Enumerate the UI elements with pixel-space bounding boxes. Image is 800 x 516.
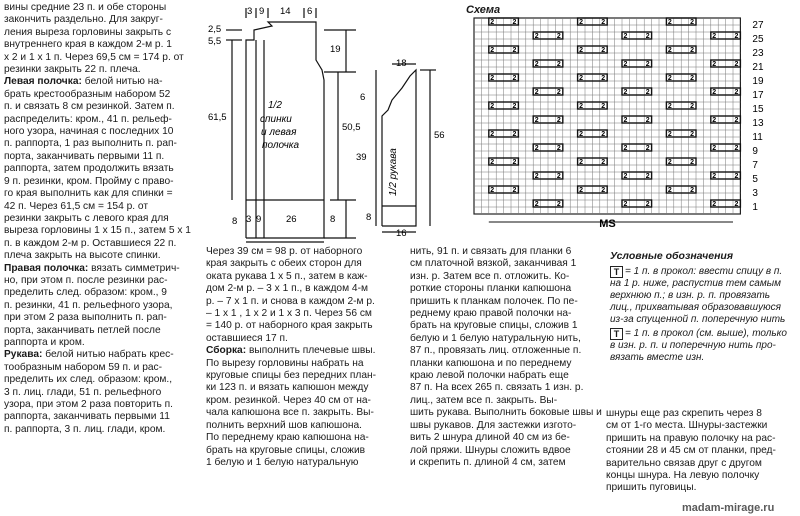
text-line: кром. резинкой. Через 40 см от на- — [206, 394, 371, 406]
chart-cell-label: 2 — [712, 173, 717, 181]
chart-cell-label: 2 — [490, 75, 495, 83]
text-line: оставшиеся 17 п. — [206, 332, 288, 344]
text-line: и скрепить п. длиной 4 см, затем — [410, 456, 566, 468]
text-line: раппорта, затем продолжить вязать — [4, 163, 174, 175]
chart-cell-label: 2 — [601, 131, 606, 139]
svg-text:6: 6 — [307, 6, 313, 17]
text-line: распределить: кром., 41 п. рельеф- — [4, 113, 172, 125]
chart-cell-label: 2 — [512, 47, 517, 55]
chart-cell-label: 2 — [579, 75, 584, 83]
chart-cell-label: 2 — [512, 75, 517, 83]
chart-cell-label: 2 — [690, 47, 695, 55]
svg-text:8: 8 — [366, 212, 372, 223]
text-line: п. раппорта, 1 раз выполнить п. рап- — [4, 138, 177, 150]
chart-cell-label: 2 — [601, 47, 606, 55]
chart-cell-label: 2 — [712, 61, 717, 69]
text-line: шнуры еще раз скрепить через 8 — [606, 408, 762, 419]
text-line: Левая полочка: белой нитью на- — [4, 76, 163, 88]
row-number: 27 — [752, 20, 764, 31]
chart-cell-label: 2 — [556, 33, 561, 41]
svg-text:18: 18 — [396, 58, 407, 69]
chart-cell-label: 2 — [690, 159, 695, 167]
chart-cell-label: 2 — [512, 131, 517, 139]
text-line: роткие стороны планки капюшона — [410, 283, 572, 295]
text-line: х 2 и 1 х 1 п. Через 69,5 см = 174 р. от — [4, 51, 184, 63]
chart-cell-label: 2 — [667, 159, 672, 167]
chart-cell-label: 2 — [534, 33, 539, 41]
chart-cell-label: 2 — [667, 19, 672, 27]
row-number: 23 — [752, 48, 764, 59]
svg-text:9: 9 — [259, 6, 265, 17]
chart-cell-label: 2 — [645, 173, 650, 181]
chart-cell-label: 2 — [512, 159, 517, 167]
svg-text:16: 16 — [396, 228, 407, 236]
text-line: при этом 2 раза выполнить п. рап- — [4, 312, 167, 324]
row-number: 19 — [752, 76, 764, 87]
row-number: 15 — [752, 104, 764, 115]
chart-cell-label: 2 — [601, 103, 606, 111]
chart-cell-label: 2 — [667, 103, 672, 111]
text-line: нить, 91 п. и связать для планки 6 — [410, 246, 572, 257]
text-line: пришить пуговицы. — [606, 482, 697, 494]
chart-cell-label: 2 — [556, 201, 561, 209]
text-line: п. раппорта, 3 п. лиц. глади, кром. — [4, 423, 166, 435]
chart-cell-label: 2 — [623, 89, 628, 97]
instructions-column-2 — [206, 246, 404, 514]
chart-cell-label: 2 — [623, 201, 628, 209]
text-line: порта, заканчивать петлей после — [4, 324, 161, 336]
chart-cell-label: 2 — [534, 173, 539, 181]
text-line: полнить верхний шов капюшона. — [206, 419, 363, 431]
chart-cell-label: 2 — [734, 89, 739, 97]
back-label-3: и левая — [261, 127, 297, 138]
text-line: брать крестообразным набором 52 — [4, 88, 171, 100]
chart-cell-label: 2 — [734, 145, 739, 153]
chart-cell-label: 2 — [690, 103, 695, 111]
text-line: реднему краю правой полочки на- — [410, 308, 572, 320]
text-line: тообразным набором 59 п. и рас- — [4, 361, 163, 373]
chart-cell-label: 2 — [667, 47, 672, 55]
chart-cell-label: 2 — [734, 173, 739, 181]
chart-cell-label: 2 — [645, 117, 650, 125]
chart-cell-label: 2 — [690, 19, 695, 27]
chart-cell-label: 2 — [734, 117, 739, 125]
text-line: раппорта и кром. — [4, 336, 85, 348]
text-line: чала капюшона все п. закрыть. Вы- — [206, 407, 374, 419]
chart-cell-label: 2 — [645, 201, 650, 209]
text-line: дом 2-м р. – 3 х 1 п., в каждом 4-м — [206, 283, 368, 295]
text-line: 87 п., провязать лиц. отложенные п. — [410, 345, 582, 357]
text-line: белую и 1 белую натуральную нить, — [410, 332, 581, 344]
text-line: лиц., затем все п. закрыть. Вы- — [410, 394, 558, 406]
text-line: швы рукавов. Для застежки изгото- — [410, 419, 577, 431]
text-line: Через 39 см = 98 р. от наборного — [206, 246, 363, 257]
row-number: 3 — [752, 188, 758, 199]
chart-cell-label: 2 — [534, 201, 539, 209]
text-line: р. – 7 х 1 п. и снова в каждом 2-м р. — [206, 295, 375, 307]
text-line: резинки закрыть 22 п. плеча. — [4, 64, 141, 76]
chart-cell-label: 2 — [556, 145, 561, 153]
text-line: п. в каждом 2-м р. Оставшиеся 22 п. — [4, 237, 177, 249]
text-line: 1 белую и 1 белую натуральную — [206, 456, 359, 468]
text-line: планки капюшона и по переднему — [410, 357, 572, 369]
chart-cell-label: 2 — [712, 117, 717, 125]
chart-cell-label: 2 — [534, 89, 539, 97]
svg-text:5,5: 5,5 — [208, 36, 222, 47]
row-number: 9 — [752, 146, 758, 157]
svg-text:9: 9 — [256, 214, 262, 225]
chart-cell-label: 2 — [734, 201, 739, 209]
chart-cell-label: 2 — [712, 145, 717, 153]
svg-text:3: 3 — [246, 214, 252, 225]
chart-cell-label: 2 — [734, 33, 739, 41]
chart-cell-label: 2 — [490, 131, 495, 139]
chart-cell-label: 2 — [512, 187, 517, 195]
chart-cell-label: 2 — [645, 89, 650, 97]
chart-cell-label: 2 — [490, 159, 495, 167]
text-line: брать на круговые спицы, сложив 1 — [410, 320, 578, 332]
text-line: = 140 р. от наборного края закрыть — [206, 320, 373, 332]
svg-text:2,5: 2,5 — [208, 24, 222, 35]
chart-cell-label: 2 — [490, 103, 495, 111]
text-line: резинки закрыть с левого края для — [4, 212, 169, 224]
chart-cell-label: 2 — [490, 19, 495, 27]
chart-cell-label: 2 — [490, 187, 495, 195]
sleeve-pattern-diagram — [352, 56, 460, 236]
legend-line: T = 1 п. в прокол (см. выше), только — [610, 328, 798, 340]
row-number: 1 — [752, 202, 758, 213]
text-line: варительно связав друг с другом — [606, 457, 762, 469]
text-line: 9 п. резинки, кром. Пройму с право- — [4, 175, 174, 187]
ms-label: MS — [599, 218, 616, 230]
chart-cell-label: 2 — [601, 75, 606, 83]
chart-cell-label: 2 — [734, 61, 739, 69]
chart-cell-label: 2 — [690, 75, 695, 83]
text-line: 3 п. лиц. глади, 51 п. рельефного — [4, 386, 162, 398]
text-line: п. и связать 8 см резинкой. Затем п. — [4, 101, 175, 113]
chart-cell-label: 2 — [623, 61, 628, 69]
instructions-column-1 — [4, 2, 200, 514]
back-label-2: спинки — [260, 114, 292, 125]
chart-cell-label: 2 — [601, 19, 606, 27]
text-line: По переднему краю капюшона на- — [206, 432, 369, 444]
svg-text:50,5: 50,5 — [342, 122, 361, 133]
text-line: ного узора, начиная с последних 10 — [4, 126, 174, 138]
chart-cell-label: 2 — [667, 75, 672, 83]
text-line: Рукава: белой нитью набрать крес- — [4, 349, 174, 361]
chart-cell-label: 2 — [534, 117, 539, 125]
text-line: – 1 х 1 , 1 х 2 и 1 х 3 п. Через 56 см — [206, 308, 372, 320]
text-line: см платочной вязкой, заканчивая 1 — [410, 258, 577, 270]
text-line: Правая полочка: вязать симметрич- — [4, 262, 180, 274]
text-line: внутреннего края в каждом 2-м р. 1 — [4, 39, 172, 51]
chart-cell-label: 2 — [645, 145, 650, 153]
legend-title: Условные обозначения — [610, 250, 734, 262]
svg-text:6: 6 — [360, 92, 366, 103]
chart-cell-label: 2 — [623, 33, 628, 41]
svg-text:39: 39 — [356, 152, 367, 163]
text-line: краю левой полочки набрать еще — [410, 370, 569, 382]
chart-cell-label: 2 — [712, 89, 717, 97]
text-line: шить рукава. Выполнить боковые швы и — [410, 407, 602, 419]
legend-line: T = 1 п. в прокол: ввести спицу в п. — [610, 266, 798, 278]
row-number: 13 — [752, 118, 764, 129]
row-number: 11 — [752, 132, 763, 143]
chart-cell-label: 2 — [556, 61, 561, 69]
legend-item-2 — [610, 328, 798, 364]
back-label-4: полочка — [262, 140, 300, 151]
text-line: 42 п. Через 61,5 см = 154 р. от — [4, 200, 149, 212]
legend-line: лиц., прихватывая образовавшуюся — [610, 302, 781, 313]
chart-cell-label: 2 — [623, 145, 628, 153]
text-line: плеча закрыть на высоте спинки. — [4, 250, 161, 262]
text-line: ления выреза горловины закрыть с — [4, 26, 172, 38]
row-number: 7 — [752, 160, 758, 171]
text-line: Сборка: выполнить плечевые швы. — [206, 345, 376, 357]
text-line: края закрыть с обеих сторон для — [206, 258, 362, 270]
svg-text:56: 56 — [434, 130, 445, 141]
chart-cell-label: 2 — [579, 159, 584, 167]
legend-item-1 — [610, 266, 798, 326]
svg-text:14: 14 — [280, 6, 291, 17]
chart-cell-label: 2 — [667, 187, 672, 195]
svg-text:19: 19 — [330, 44, 341, 55]
chart-cell-label: 2 — [579, 103, 584, 111]
chart-cell-label: 2 — [534, 61, 539, 69]
text-line: порта, заканчивать первыми 11 п. — [4, 150, 165, 162]
knitting-chart — [466, 14, 786, 234]
text-line: см от 1-го места. Шнуры-застежки — [606, 420, 768, 432]
chart-cell-label: 2 — [579, 131, 584, 139]
chart-cell-label: 2 — [690, 131, 695, 139]
chart-cell-label: 2 — [601, 159, 606, 167]
text-line: пределить след. образом: кром., 9 — [4, 287, 167, 299]
text-line: п. резинки, 41 п. рельефного узора, — [4, 299, 173, 311]
text-line: круговые спицы без передних план- — [206, 370, 377, 382]
row-number: 17 — [752, 90, 764, 101]
schema-title: Схема — [466, 4, 501, 16]
text-line: узора, при этом 2 раза повторить п. — [4, 399, 174, 410]
chart-cell-label: 2 — [556, 173, 561, 181]
text-line: пришить на правую полочку на рас- — [606, 432, 776, 444]
chart-cell-label: 2 — [712, 33, 717, 41]
text-line: закончить раздельно. Для закруг- — [4, 14, 163, 26]
svg-text:26: 26 — [286, 214, 297, 225]
chart-cell-label: 2 — [534, 145, 539, 153]
text-line: вины средние 23 п. и обе стороны — [4, 2, 167, 13]
instructions-column-3 — [410, 246, 604, 514]
text-line: пределить их след. образом: кром., — [4, 374, 173, 386]
text-line: выреза горловины 1 х 15 п., затем 5 х 1 — [4, 225, 191, 237]
text-line: По вырезу горловины набрать на — [206, 357, 364, 369]
chart-cell-label: 2 — [645, 61, 650, 69]
legend-line: из-за спущенной п. поперечную нить — [610, 314, 786, 325]
svg-text:61,5: 61,5 — [208, 112, 227, 123]
chart-cell-label: 2 — [645, 33, 650, 41]
text-line: раппорта, заканчивать первыми 11 — [4, 411, 170, 423]
text-line: ки 123 п. и вязать капюшон между — [206, 382, 369, 394]
chart-cell-label: 2 — [512, 103, 517, 111]
chart-cell-label: 2 — [712, 201, 717, 209]
chart-cell-label: 2 — [490, 47, 495, 55]
chart-cell-label: 2 — [690, 187, 695, 195]
chart-cell-label: 2 — [623, 117, 628, 125]
svg-text:8: 8 — [330, 214, 336, 225]
text-line: концы шнура. На левую полочку — [606, 470, 760, 482]
text-line: 87 п. На всех 265 п. связать 1 изн. р. — [410, 382, 584, 394]
row-number: 21 — [752, 62, 764, 73]
chart-cell-label: 2 — [623, 173, 628, 181]
text-line: го края выполнить как для спинки = — [4, 188, 173, 200]
sleeve-label: 1/2 рукава — [388, 148, 399, 196]
chart-cell-label: 2 — [556, 117, 561, 125]
legend-line: вязать вместе изн. — [610, 352, 705, 363]
text-line: стоянии 28 и 45 см от планки, пред- — [606, 445, 776, 457]
row-number: 25 — [752, 34, 764, 45]
text-line: брать на круговые спицы, сложив — [206, 444, 366, 456]
legend-line: на 1 р. ниже, распустив тем самым — [610, 278, 781, 289]
back-label-1: 1/2 — [268, 100, 282, 111]
instructions-column-4 — [606, 408, 798, 514]
chart-cell-label: 2 — [556, 89, 561, 97]
text-line: лой пряжи. Шнуры сложить вдвое — [410, 444, 571, 456]
chart-cell-label: 2 — [579, 19, 584, 27]
text-line: оката рукава 1 х 5 п., затем в каж- — [206, 270, 368, 282]
text-line: вить 2 шнура длиной 40 см из бе- — [410, 432, 570, 444]
legend — [610, 250, 798, 364]
legend-symbol-icon: T — [610, 266, 623, 278]
watermark: madam-mirage.ru — [682, 502, 775, 514]
legend-symbol-icon: T — [610, 328, 623, 340]
legend-line: в изн. р. п. и поперечную нить про- — [610, 340, 776, 351]
text-line: пришить к планкам полочек. По пе- — [410, 295, 578, 307]
svg-text:8: 8 — [232, 216, 238, 227]
text-line: изн. р. Затем все п. отложить. Ко- — [410, 270, 570, 282]
row-number: 5 — [752, 174, 758, 185]
chart-cell-label: 2 — [579, 47, 584, 55]
chart-cell-label: 2 — [601, 187, 606, 195]
legend-line: верхнюю п.; в изн. р. п. провязать — [610, 290, 771, 301]
svg-text:3: 3 — [247, 6, 253, 17]
text-line: но, при этом п. после резинки рас- — [4, 274, 168, 286]
chart-cell-label: 2 — [579, 187, 584, 195]
chart-cell-label: 2 — [512, 19, 517, 27]
chart-cell-label: 2 — [667, 131, 672, 139]
